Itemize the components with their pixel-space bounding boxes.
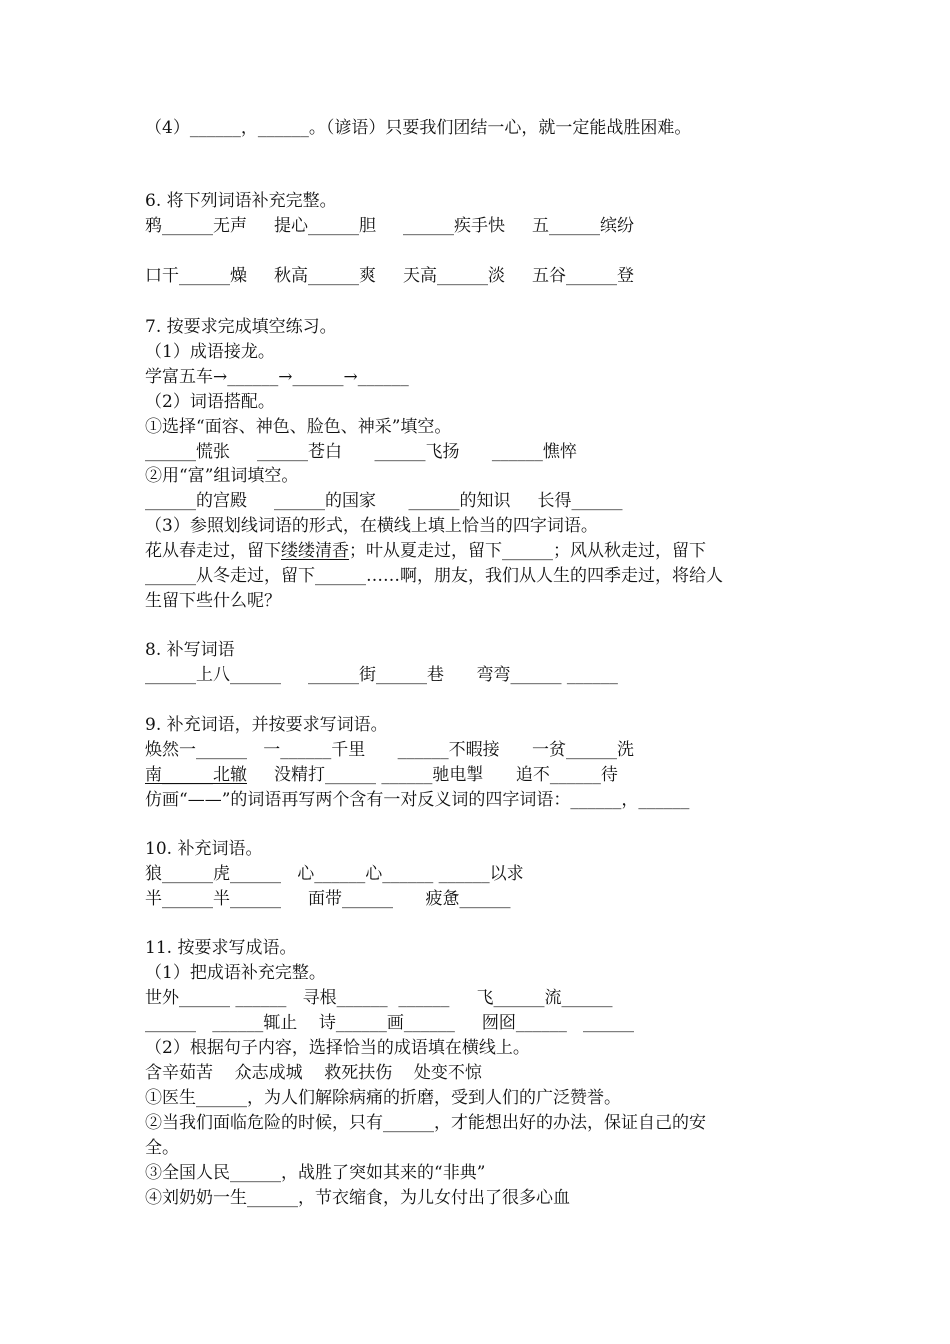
- q8-title: 8. 补写词语: [145, 640, 235, 660]
- q11-options: 含辛茹苦 众志成城 救死扶伤 处变不惊: [145, 1063, 482, 1083]
- text-segment: 花从春走过，留下: [145, 541, 281, 561]
- q7-part-2-a-blanks: ______慌张 ______苍白 ______飞扬 ______憔悴: [145, 442, 577, 462]
- q11-sentence-3: ③全国人民______，战胜了突如其来的“非典”: [145, 1163, 486, 1183]
- q7-part-3-line-3: 生留下些什么呢？: [145, 591, 281, 611]
- q8-blanks: ______上八______ ______街______巷 弯弯______ ______: [145, 665, 618, 685]
- q9-row-2: [145, 763, 618, 787]
- q10-row-2: 半______半______ 面带______ 疲惫______: [145, 889, 511, 909]
- q9-row-1: 焕然一______ 一______千里 ______不暇接 一贫______洗: [145, 740, 635, 760]
- q10-title: 10. 补充词语。: [145, 839, 263, 859]
- underlined-example: 北辙: [213, 765, 247, 785]
- q11-part-1-row-1: 世外______ ______ 寻根______ ______ 飞______流______: [145, 988, 613, 1008]
- q7-part-3-line-1: [145, 539, 706, 563]
- q10-row-1: 狼______虎______ 心______心______ ______以求: [145, 864, 524, 884]
- q5-item-4: （4）______，______。（谚语）只要我们团结一心，就一定能战胜困难。: [145, 118, 692, 138]
- q7-part-2-b-blanks: ______的宫殿 ______的国家 ______的知识 长得______: [145, 491, 623, 511]
- q11-part-1: （1）把成语补充完整。: [145, 963, 326, 983]
- q7-part-3: （3）参照划线词语的形式，在横线上填上恰当的四字词语。: [145, 516, 598, 536]
- text-segment: ；叶从夏走过，留下______；风从秋走过，留下: [349, 541, 706, 561]
- underlined-example: 缕缕清香: [281, 541, 349, 561]
- q7-title: 7. 按要求完成填空练习。: [145, 317, 337, 337]
- q7-part-2-b: ②用“富”组词填空。: [145, 466, 299, 486]
- q9-row-3: 仿画“——”的词语再写两个含有一对反义词的四字词语：______，______: [145, 790, 690, 810]
- q9-title: 9. 补充词语，并按要求写词语。: [145, 715, 388, 735]
- q11-title: 11. 按要求写成语。: [145, 938, 297, 958]
- q11-sentence-2: ②当我们面临危险的时候，只有______，才能想出好的办法，保证自己的安: [145, 1113, 706, 1133]
- q6-title: 6. 将下列词语补充完整。: [145, 191, 337, 211]
- q6-row-2: 口干______燥 秋高______爽 天高______淡 五谷______登: [145, 266, 635, 286]
- q11-sentence-4: ④刘奶奶一生______，节衣缩食，为儿女付出了很多心血: [145, 1188, 570, 1208]
- q7-part-1: （1）成语接龙。: [145, 342, 275, 362]
- q11-part-2: （2）根据句子内容，选择恰当的成语填在横线上。: [145, 1038, 530, 1058]
- q7-part-2: （2）词语搭配。: [145, 392, 275, 412]
- q7-part-2-a: ①选择“面容、神色、脸色、神采”填空。: [145, 417, 452, 437]
- text-segment: 没精打______ ______驰电掣 追不______待: [247, 765, 618, 785]
- q6-row-1: 鸦______无声 提心______胆 ______疾手快 五______缤纷: [145, 216, 635, 236]
- q11-part-1-row-2: ______ ______辄止 诗______画______ 囫囵______ ______: [145, 1013, 635, 1033]
- q7-part-3-line-2: ______从冬走过，留下______……啊，朋友，我们从人生的四季走过，将给人: [145, 566, 723, 586]
- q7-part-1-chain: 学富五车→______→______→______: [145, 367, 409, 387]
- underlined-example: 南______: [145, 765, 213, 785]
- q11-sentence-1: ①医生______，为人们解除病痛的折磨，受到人们的广泛赞誉。: [145, 1088, 621, 1108]
- q11-sentence-2-cont: 全。: [145, 1138, 179, 1158]
